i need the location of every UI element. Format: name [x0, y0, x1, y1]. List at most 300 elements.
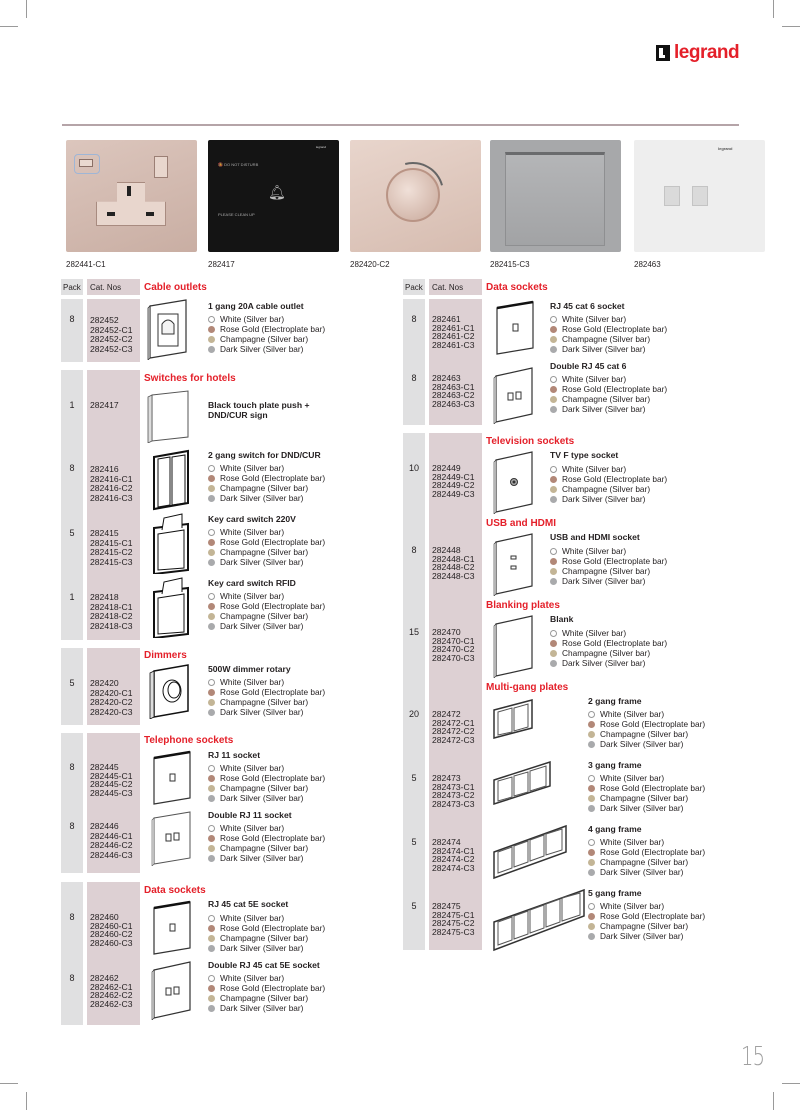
- finish-label: Champagne (Silver bar): [220, 843, 309, 853]
- champagne-swatch-icon: [208, 613, 215, 620]
- rose-gold-swatch-icon: [208, 775, 215, 782]
- finish-label: Rose Gold (Electroplate bar): [220, 324, 326, 334]
- cat-no: 282475-C2: [432, 918, 475, 928]
- finish-label: Champagne (Silver bar): [562, 334, 651, 344]
- champagne-swatch-icon: [208, 336, 215, 343]
- product-title: 3 gang frame: [588, 760, 642, 770]
- finish-option-dark-silver: [208, 344, 325, 354]
- cat-nos: [90, 822, 133, 860]
- finish-label: Rose Gold (Electroplate bar): [220, 773, 326, 783]
- blank-plate-icon: [490, 614, 536, 678]
- finish-label: Rose Gold (Electroplate bar): [562, 638, 668, 648]
- cat-no: 282415-C2: [90, 547, 133, 557]
- cat-no: 282461-C1: [432, 322, 475, 333]
- hero-caption: 282420-C2: [350, 260, 390, 269]
- finish-label: White (Silver bar): [600, 837, 665, 847]
- finish-options: [588, 709, 705, 749]
- section-title-dimmers: Dimmers: [144, 650, 187, 661]
- finish-label: White (Silver bar): [562, 546, 627, 556]
- champagne-swatch-icon: [208, 845, 215, 852]
- finish-label: Dark Silver (Silver bar): [220, 344, 304, 354]
- finish-label: White (Silver bar): [220, 823, 285, 833]
- cat-no: 282460-C2: [90, 929, 133, 939]
- black-touch-plate-photo: 🔕 DO NOT DISTURB 🔔︎ PLEASE CLEAN UP legrand: [208, 140, 339, 252]
- finish-label: Rose Gold (Electroplate bar): [562, 474, 668, 484]
- finish-option-dark-silver: [588, 739, 705, 749]
- cat-no: 282449: [432, 463, 461, 473]
- pack-qty: 8: [411, 545, 417, 555]
- hero-caption: 282441-C1: [66, 260, 106, 269]
- champagne-swatch-icon: [588, 859, 595, 866]
- finish-option-dark-silver: [588, 931, 705, 941]
- finish-label: Champagne (Silver bar): [600, 793, 689, 803]
- cat-nos: [90, 529, 133, 567]
- product-title: Double RJ 45 cat 5E socket: [208, 960, 320, 970]
- cat-no: 282462: [90, 973, 119, 983]
- finish-label: Champagne (Silver bar): [600, 857, 689, 867]
- finish-option-champagne: [208, 993, 325, 1003]
- finish-option-white: [208, 677, 325, 687]
- white-swatch-icon: [588, 839, 595, 846]
- pack-qty: 5: [411, 773, 417, 783]
- finish-label: Champagne (Silver bar): [220, 611, 309, 621]
- header-rule: [62, 124, 739, 126]
- crop-mark: [26, 0, 27, 18]
- product-title: 1 gang 20A cable outlet: [208, 301, 304, 311]
- champagne-swatch-icon: [588, 731, 595, 738]
- dark-silver-swatch-icon: [208, 945, 215, 952]
- cat-no: 282415: [90, 528, 119, 538]
- rj45-cat6-socket-icon: [493, 300, 537, 356]
- cat-no: 282445-C3: [90, 787, 133, 798]
- finish-label: Rose Gold (Electroplate bar): [220, 601, 326, 611]
- rose-gold-swatch-icon: [550, 326, 557, 333]
- dark-silver-swatch-icon: [550, 346, 557, 353]
- finish-label: Rose Gold (Electroplate bar): [220, 833, 326, 843]
- finish-option-rose-gold: [208, 537, 325, 547]
- section-title-switches-for-hotels: Switches for hotels: [144, 373, 236, 384]
- cat-no: 282470-C3: [432, 652, 475, 663]
- rose-gold-swatch-icon: [588, 913, 595, 920]
- cat-no: 282452-C3: [90, 343, 133, 354]
- finish-label: Dark Silver (Silver bar): [562, 576, 646, 586]
- cat-no: 282449-C1: [432, 471, 475, 482]
- rj45-cat5e-socket-icon: [150, 900, 194, 956]
- cat-no: 282463-C1: [432, 381, 475, 392]
- finish-option-champagne: [208, 697, 325, 707]
- finish-label: Champagne (Silver bar): [562, 648, 651, 658]
- finish-label: White (Silver bar): [562, 628, 627, 638]
- finish-label: Dark Silver (Silver bar): [600, 803, 684, 813]
- finish-option-white: [550, 464, 667, 474]
- finish-label: White (Silver bar): [220, 591, 285, 601]
- finish-option-rose-gold: [550, 324, 667, 334]
- product-title: 2 gang switch for DND/CUR: [208, 450, 321, 460]
- white-swatch-icon: [208, 679, 215, 686]
- two-gang-switch-icon: [148, 449, 192, 511]
- finish-option-white: [208, 763, 325, 773]
- finish-option-white: [208, 913, 325, 923]
- finish-label: Dark Silver (Silver bar): [220, 793, 304, 803]
- white-swatch-icon: [208, 316, 215, 323]
- cat-no: 282452-C2: [90, 334, 133, 344]
- finish-label: Dark Silver (Silver bar): [220, 943, 304, 953]
- section-title-usb-and-hdmi: USB and HDMI: [486, 518, 556, 529]
- finish-option-champagne: [550, 394, 667, 404]
- finish-option-dark-silver: [550, 404, 667, 414]
- finish-option-dark-silver: [208, 493, 325, 503]
- finish-options: [550, 628, 667, 668]
- finish-label: Dark Silver (Silver bar): [220, 1003, 304, 1013]
- cat-no: 282418: [90, 592, 119, 602]
- finish-options: [208, 314, 325, 354]
- dark-silver-swatch-icon: [208, 795, 215, 802]
- finish-label: Dark Silver (Silver bar): [562, 494, 646, 504]
- finish-option-champagne: [588, 921, 705, 931]
- finish-label: Rose Gold (Electroplate bar): [600, 911, 706, 921]
- finish-option-white: [550, 314, 667, 324]
- dimmer-rotary-icon: [148, 663, 194, 719]
- cat-no: 282474: [432, 837, 461, 847]
- cat-nos: [90, 913, 133, 947]
- product-title: RJ 45 cat 6 socket: [550, 301, 625, 311]
- product-title: Double RJ 45 cat 6: [550, 361, 627, 371]
- champagne-swatch-icon: [208, 995, 215, 1002]
- cat-no: 282472-C2: [432, 726, 475, 736]
- cat-no: 282472-C1: [432, 717, 475, 728]
- finish-option-champagne: [550, 648, 667, 658]
- rose-gold-swatch-icon: [208, 985, 215, 992]
- finish-label: Dark Silver (Silver bar): [220, 707, 304, 717]
- cat-no: 282418-C1: [90, 601, 133, 612]
- finish-label: Champagne (Silver bar): [220, 697, 309, 707]
- finish-option-dark-silver: [208, 557, 325, 567]
- finish-label: Dark Silver (Silver bar): [562, 404, 646, 414]
- cat-no: 282446-C2: [90, 840, 133, 850]
- cat-no: 282416: [90, 464, 119, 474]
- cat-no: 282475: [432, 901, 461, 911]
- product-title: Key card switch RFID: [208, 578, 296, 588]
- product-title-line: Black touch plate push +: [208, 400, 310, 410]
- champagne-swatch-icon: [208, 785, 215, 792]
- finish-label: Champagne (Silver bar): [562, 484, 651, 494]
- finish-option-white: [208, 463, 325, 473]
- product-title: 2 gang frame: [588, 696, 642, 706]
- finish-option-champagne: [208, 547, 325, 557]
- product-title: Blank: [550, 614, 574, 624]
- cat-no: 282446-C3: [90, 849, 133, 860]
- finish-option-dark-silver: [208, 621, 325, 631]
- finish-option-white: [588, 773, 705, 783]
- two-gang-frame-icon: [492, 698, 534, 740]
- finish-options: [208, 973, 325, 1013]
- legrand-mark-icon: [656, 45, 670, 61]
- key-card-rfid-icon: [148, 576, 194, 638]
- champagne-swatch-icon: [588, 923, 595, 930]
- cat-no: 282415-C3: [90, 556, 133, 567]
- cat-no: 282473-C1: [432, 781, 475, 792]
- finish-label: White (Silver bar): [220, 677, 285, 687]
- product-title: USB and HDMI socket: [550, 532, 640, 542]
- finish-label: Rose Gold (Electroplate bar): [600, 719, 706, 729]
- finish-label: White (Silver bar): [600, 773, 665, 783]
- double-rj45-cat6-socket-icon: [490, 366, 536, 424]
- finish-option-rose-gold: [550, 556, 667, 566]
- finish-options: [550, 314, 667, 354]
- finish-option-white: [208, 591, 325, 601]
- keycard-switch-photo: [490, 140, 621, 252]
- cat-no: 282448: [432, 545, 461, 555]
- cat-no: 282460: [90, 912, 119, 922]
- cat-nos: [90, 679, 133, 717]
- finish-option-rose-gold: [208, 983, 325, 993]
- pack-qty: 5: [69, 528, 75, 538]
- cat-no: 282461-C3: [432, 339, 475, 350]
- white-swatch-icon: [208, 465, 215, 472]
- cat-no: 282449-C3: [432, 488, 475, 499]
- white-swatch-icon: [208, 975, 215, 982]
- cat-no: 282452: [90, 315, 119, 325]
- cat-no: 282420-C3: [90, 706, 133, 717]
- hero-caption: 282463: [634, 260, 661, 269]
- cat-no: 282462-C3: [90, 998, 133, 1009]
- champagne-swatch-icon: [588, 795, 595, 802]
- cat-no: 282420-C2: [90, 697, 133, 707]
- finish-option-white: [588, 837, 705, 847]
- cat-no: 282449-C2: [432, 480, 475, 490]
- section-title-data-sockets: Data sockets: [144, 885, 206, 896]
- finish-label: Dark Silver (Silver bar): [220, 853, 304, 863]
- cat-nos: [432, 546, 475, 580]
- finish-label: Champagne (Silver bar): [220, 933, 309, 943]
- cat-nos: [90, 763, 133, 797]
- cat-no: 282475-C1: [432, 909, 475, 920]
- three-gang-frame-icon: [492, 760, 552, 806]
- finish-option-dark-silver: [208, 707, 325, 717]
- cat-no: 282470-C2: [432, 644, 475, 654]
- product-title: 4 gang frame: [588, 824, 642, 834]
- finish-option-white: [550, 628, 667, 638]
- cat-no: 282420-C1: [90, 687, 133, 698]
- finish-label: Champagne (Silver bar): [562, 394, 651, 404]
- champagne-swatch-icon: [208, 935, 215, 942]
- pack-qty: 5: [69, 678, 75, 688]
- white-swatch-icon: [550, 316, 557, 323]
- cat-nos: [432, 902, 475, 936]
- cat-nos: [432, 464, 475, 498]
- cat-nos: [432, 710, 475, 744]
- finish-option-rose-gold: [588, 911, 705, 921]
- dark-silver-swatch-icon: [588, 805, 595, 812]
- dark-silver-swatch-icon: [208, 1005, 215, 1012]
- finish-label: Rose Gold (Electroplate bar): [220, 923, 326, 933]
- finish-option-rose-gold: [208, 473, 325, 483]
- product-title: RJ 11 socket: [208, 750, 261, 760]
- section-title-multi-gang-plates: Multi-gang plates: [486, 682, 569, 693]
- finish-option-white: [550, 546, 667, 556]
- finish-options: [588, 837, 705, 877]
- finish-options: [208, 913, 325, 953]
- dark-silver-swatch-icon: [208, 623, 215, 630]
- finish-option-dark-silver: [208, 793, 325, 803]
- cat-no: 282420: [90, 678, 119, 688]
- cat-no: 282472-C3: [432, 734, 475, 745]
- champagne-swatch-icon: [550, 396, 557, 403]
- dark-silver-swatch-icon: [550, 660, 557, 667]
- dark-silver-swatch-icon: [588, 869, 595, 876]
- hero-image-4: [490, 140, 621, 269]
- pack-qty: 8: [69, 762, 75, 772]
- rose-gold-swatch-icon: [550, 386, 557, 393]
- cat-no: 282415-C1: [90, 537, 133, 548]
- dark-silver-swatch-icon: [588, 741, 595, 748]
- finish-option-champagne: [208, 933, 325, 943]
- champagne-swatch-icon: [550, 650, 557, 657]
- finish-option-dark-silver: [208, 853, 325, 863]
- rose-gold-swatch-icon: [208, 835, 215, 842]
- finish-label: White (Silver bar): [220, 973, 285, 983]
- finish-option-champagne: [588, 729, 705, 739]
- rose-gold-swatch-icon: [208, 539, 215, 546]
- finish-option-champagne: [550, 566, 667, 576]
- crop-mark: [782, 1083, 800, 1084]
- cat-no: 282445-C2: [90, 779, 133, 789]
- product-title: 500W dimmer rotary: [208, 664, 291, 674]
- cat-nos: [432, 838, 475, 872]
- dark-silver-swatch-icon: [550, 496, 557, 503]
- key-card-switch-icon: [148, 512, 194, 574]
- pack-qty: 8: [69, 821, 75, 831]
- finish-option-rose-gold: [588, 783, 705, 793]
- section-title-cable-outlets: Cable outlets: [144, 282, 207, 293]
- cat-no: 282463: [432, 373, 461, 383]
- pack-qty: 8: [69, 314, 75, 324]
- pack-column-bg: [61, 882, 83, 1025]
- dark-silver-swatch-icon: [550, 406, 557, 413]
- finish-option-rose-gold: [550, 384, 667, 394]
- finish-label: White (Silver bar): [220, 527, 285, 537]
- cat-no: 282462-C1: [90, 981, 133, 992]
- crop-mark: [782, 26, 800, 27]
- cat-no: 282417: [90, 400, 119, 410]
- finish-options: [208, 763, 325, 803]
- crop-mark: [773, 1092, 774, 1110]
- finish-options: [208, 677, 325, 717]
- finish-label: White (Silver bar): [562, 374, 627, 384]
- four-gang-frame-icon: [492, 824, 568, 880]
- white-swatch-icon: [208, 529, 215, 536]
- pack-qty: 20: [408, 709, 419, 719]
- finish-options: [550, 374, 667, 414]
- cat-no: 282446: [90, 821, 119, 831]
- finish-option-champagne: [550, 484, 667, 494]
- cat-nos: [90, 401, 119, 411]
- finish-label: Champagne (Silver bar): [600, 921, 689, 931]
- pack-qty: 1: [69, 592, 75, 602]
- dark-silver-swatch-icon: [208, 709, 215, 716]
- finish-options: [550, 464, 667, 504]
- finish-options: [208, 591, 325, 631]
- rj11-socket-icon: [150, 750, 194, 806]
- section-title-television-sockets: Television sockets: [486, 436, 575, 447]
- finish-option-champagne: [208, 783, 325, 793]
- rose-gold-swatch-icon: [588, 849, 595, 856]
- dark-silver-swatch-icon: [588, 933, 595, 940]
- white-swatch-icon: [208, 915, 215, 922]
- white-swatch-icon: [208, 765, 215, 772]
- page-number: 15: [741, 1042, 765, 1072]
- cat-header: Cat. Nos: [432, 283, 464, 292]
- cat-no: 282474-C1: [432, 845, 475, 856]
- cat-nos: [432, 628, 475, 662]
- section-title-blanking-plates: Blanking plates: [486, 600, 560, 611]
- pack-header: Pack: [63, 283, 81, 292]
- finish-option-champagne: [550, 334, 667, 344]
- finish-label: Rose Gold (Electroplate bar): [220, 687, 326, 697]
- pack-qty: 15: [408, 627, 419, 637]
- finish-option-rose-gold: [208, 833, 325, 843]
- cat-no: 282460-C3: [90, 937, 133, 948]
- finish-label: White (Silver bar): [562, 464, 627, 474]
- finish-option-rose-gold: [208, 324, 325, 334]
- white-swatch-icon: [588, 903, 595, 910]
- finish-option-rose-gold: [588, 719, 705, 729]
- cat-no: 282446-C1: [90, 830, 133, 841]
- socket-usb-photo: [66, 140, 197, 252]
- pack-column-bg: [403, 433, 425, 950]
- product-title-line: DND/CUR sign: [208, 410, 268, 420]
- crop-mark: [0, 26, 18, 27]
- champagne-swatch-icon: [208, 485, 215, 492]
- finish-option-dark-silver: [208, 943, 325, 953]
- finish-option-white: [550, 374, 667, 384]
- product-title: RJ 45 cat 5E socket: [208, 899, 289, 909]
- finish-option-dark-silver: [588, 867, 705, 877]
- crop-mark: [0, 1083, 18, 1084]
- finish-option-dark-silver: [208, 1003, 325, 1013]
- cat-no: 282448-C3: [432, 570, 475, 581]
- white-swatch-icon: [550, 548, 557, 555]
- finish-label: White (Silver bar): [600, 709, 665, 719]
- finish-option-champagne: [588, 857, 705, 867]
- dark-silver-swatch-icon: [208, 855, 215, 862]
- finish-label: Champagne (Silver bar): [220, 993, 309, 1003]
- finish-label: White (Silver bar): [220, 314, 285, 324]
- hero-image-1: [66, 140, 197, 269]
- pack-column-bg: [61, 299, 83, 362]
- cat-nos: [432, 774, 475, 808]
- cat-nos: [90, 316, 133, 354]
- finish-option-dark-silver: [550, 576, 667, 586]
- cat-no: 282463-C2: [432, 390, 475, 400]
- hero-image-2: [208, 140, 339, 269]
- champagne-swatch-icon: [550, 568, 557, 575]
- product-title: 5 gang frame: [588, 888, 642, 898]
- finish-option-white: [208, 973, 325, 983]
- section-title-telephone-sockets: Telephone sockets: [144, 735, 234, 746]
- finish-option-white: [208, 823, 325, 833]
- champagne-swatch-icon: [550, 336, 557, 343]
- finish-label: Dark Silver (Silver bar): [562, 344, 646, 354]
- cat-no: 282474-C3: [432, 862, 475, 873]
- cat-no: 282416-C2: [90, 483, 133, 493]
- cat-no: 282473-C3: [432, 798, 475, 809]
- cat-no: 282473: [432, 773, 461, 783]
- finish-option-rose-gold: [588, 847, 705, 857]
- finish-label: Champagne (Silver bar): [600, 729, 689, 739]
- finish-label: Dark Silver (Silver bar): [600, 867, 684, 877]
- rose-gold-swatch-icon: [588, 721, 595, 728]
